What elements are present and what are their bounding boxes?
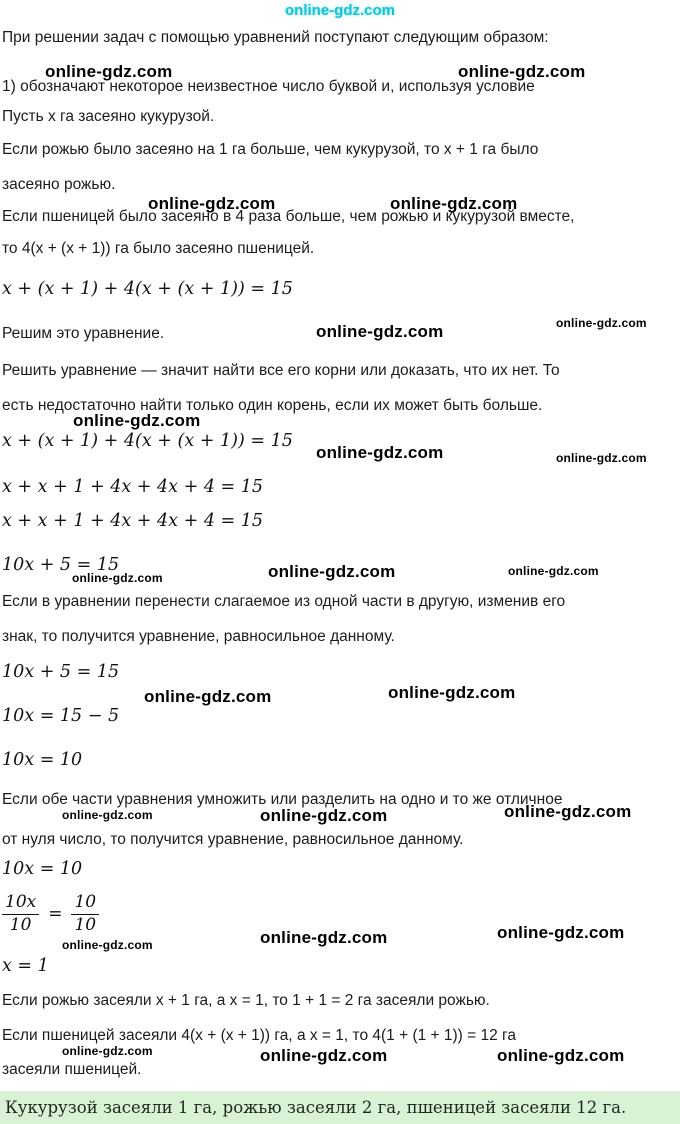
fraction-left-denominator: 10 — [9, 914, 32, 935]
watermark: online-gdz.com — [73, 411, 201, 430]
equation-line: x + x + 1 + 4x + 4x + 4 = 15 — [2, 511, 264, 531]
watermark: online-gdz.com — [316, 322, 444, 341]
equals-sign: = — [48, 904, 63, 925]
watermark: online-gdz.com — [62, 1044, 153, 1058]
equation-line: 10x + 5 = 15 — [2, 662, 120, 682]
watermark: online-gdz.com — [260, 928, 388, 947]
solution-line: Пусть x га засеяно кукурузой. — [2, 108, 215, 125]
watermark: online-gdz.com — [390, 194, 518, 213]
watermark: online-gdz.com — [148, 194, 276, 213]
watermark: online-gdz.com — [504, 802, 632, 821]
watermark: online-gdz.com — [556, 451, 647, 465]
watermark: online-gdz.com — [497, 923, 625, 942]
watermark: online-gdz.com — [388, 683, 516, 702]
fraction-right-numerator: 10 — [71, 893, 99, 915]
watermark: online-gdz.com — [45, 62, 173, 81]
equation-line: x + (x + 1) + 4(x + (x + 1)) = 15 — [2, 431, 293, 451]
watermark: online-gdz.com — [260, 1046, 388, 1065]
solution-line: есть недостаточно найти только один корень, если их может быть больше. — [2, 397, 543, 414]
solution-line: При решении задач с помощью уравнений поступают следующим образом: — [2, 29, 549, 46]
solution-line: Если обе части уравнения умножить или разделить на одно и то же отличное — [2, 791, 563, 808]
watermark: online-gdz.com — [458, 62, 586, 81]
watermark: online-gdz.com — [508, 564, 599, 578]
solution-line: Если пшеницей было засеяно в 4 раза больше, чем рожью и кукурузой вместе, — [2, 208, 575, 225]
site-watermark-link[interactable]: online-gdz.com — [285, 2, 395, 19]
conclusion-banner: Кукурузой засеяли 1 га, рожью засеяли 2 га, пшеницей засеяли 12 га. — [0, 1091, 680, 1124]
fraction-equation — [2, 893, 99, 935]
solution-line: Если рожью было засеяно на 1 га больше, чем кукурузой, то x + 1 га было — [2, 141, 539, 158]
solution-line: знак, то получится уравнение, равносильное данному. — [2, 628, 395, 645]
equation-line: x + x + 1 + 4x + 4x + 4 = 15 — [2, 477, 264, 497]
fraction-right-denominator: 10 — [74, 914, 97, 935]
solution-line: Если пшеницей засеяли 4(x + (x + 1)) га, а x = 1, то 4(1 + (1 + 1)) = 12 га — [2, 1027, 516, 1044]
watermark: online-gdz.com — [556, 316, 647, 330]
solution-line: то 4(x + (x + 1)) га было засеяно пшеницей. — [2, 240, 315, 257]
equation-line: 10x = 10 — [2, 859, 83, 879]
solution-line: 1) обозначают некоторое неизвестное число буквой и, используя условие — [2, 78, 535, 95]
solution-line: Если рожью засеяли x + 1 га, а x = 1, то 1 + 1 = 2 га засеяли рожью. — [2, 992, 490, 1009]
equation-line: 10x = 15 − 5 — [2, 706, 120, 726]
solution-line: от нуля число, то получится уравнение, равносильное данному. — [2, 831, 464, 848]
watermark: online-gdz.com — [497, 1046, 625, 1065]
fraction-left — [2, 893, 39, 935]
fraction-right — [71, 893, 99, 935]
watermark: online-gdz.com — [260, 806, 388, 825]
equation-line: 10x + 5 = 15 — [2, 555, 120, 575]
solution-line: засеяно рожью. — [2, 176, 116, 193]
equation-line: x + (x + 1) + 4(x + (x + 1)) = 15 — [2, 279, 293, 299]
fraction-left-numerator: 10x — [2, 893, 39, 915]
watermark: online-gdz.com — [144, 687, 272, 706]
watermark: online-gdz.com — [268, 562, 396, 581]
watermark: online-gdz.com — [62, 938, 153, 952]
solution-line: Если в уравнении перенести слагаемое из одной части в другую, изменив его — [2, 593, 566, 610]
solution-line: Решим это уравнение. — [2, 325, 165, 342]
watermark: online-gdz.com — [316, 443, 444, 462]
solution-line: Решить уравнение — значит найти все его корни или доказать, что их нет. То — [2, 362, 560, 379]
solution-line: засеяли пшеницей. — [2, 1061, 142, 1078]
watermark: online-gdz.com — [72, 571, 163, 585]
equation-line: x = 1 — [2, 956, 49, 976]
equation-line: 10x = 10 — [2, 750, 83, 770]
watermark: online-gdz.com — [62, 808, 153, 822]
